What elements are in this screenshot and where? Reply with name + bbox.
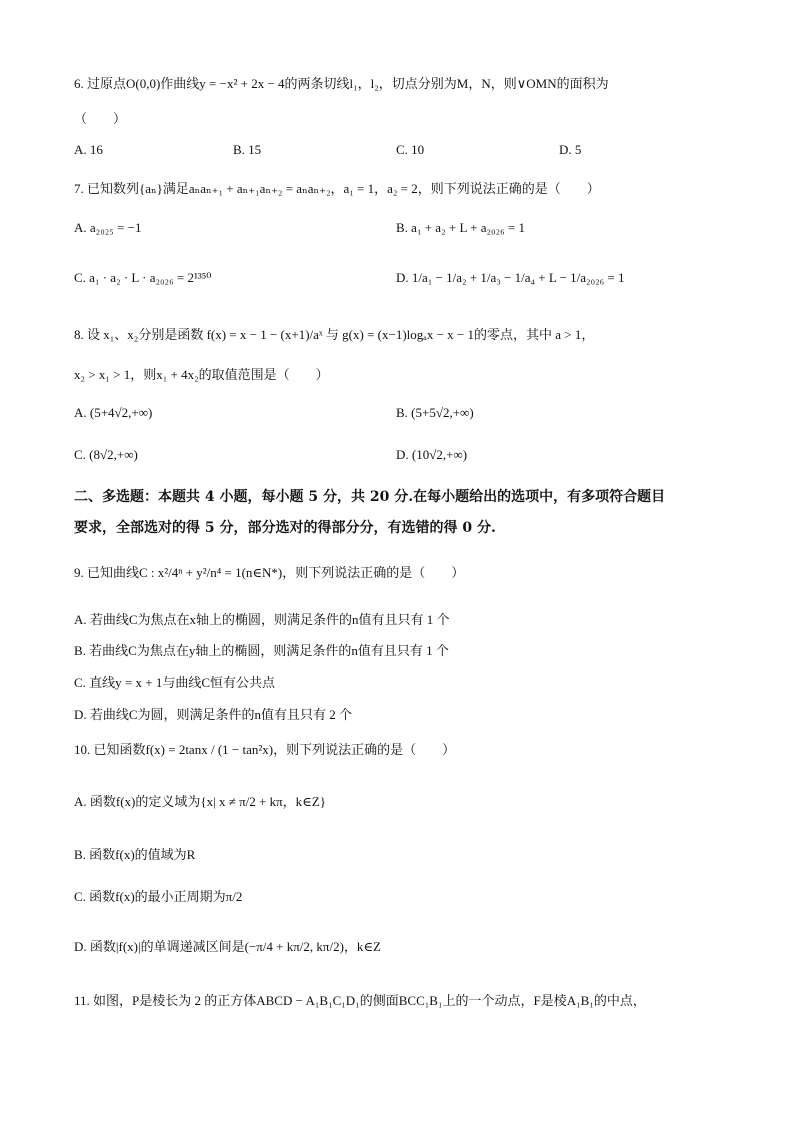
q10-option-c: C. 函数f(x)的最小正周期为π/2 <box>74 889 243 904</box>
q6-option-a: A. 16 <box>74 142 103 157</box>
q8-option-a: A. (5+4√2,+∞) <box>74 405 153 420</box>
q6-option-d: D. 5 <box>559 142 582 157</box>
q8-stem-line2: x₂ > x₁ > 1，则x₁ + 4x₂的取值范围是（ ） <box>74 367 329 382</box>
q10-option-b: B. 函数f(x)的值域为R <box>74 847 196 862</box>
q7-option-d: D. 1/a₁ − 1/a₂ + 1/a₃ − 1/a₄ + L − 1/a₂₀₂₆ = 1 <box>396 270 625 285</box>
q8-option-b: B. (5+5√2,+∞) <box>396 405 474 420</box>
q7-option-b: B. a₁ + a₂ + L + a₂₀₂₆ = 1 <box>396 220 525 235</box>
q6-stem: 6. 过原点O(0,0)作曲线y = −x² + 2x − 4的两条切线l₁，l₂，切点分别为M，N，则∨OMN的面积为 <box>74 76 609 91</box>
q6-option-b: B. 15 <box>233 142 262 157</box>
q9-option-b: B. 若曲线C为焦点在y轴上的椭圆，则满足条件的n值有且只有 1 个 <box>74 643 449 658</box>
q9-option-a: A. 若曲线C为焦点在x轴上的椭圆，则满足条件的n值有且只有 1 个 <box>74 612 450 627</box>
q11-stem: 11. 如图，P是棱长为 2 的正方体ABCD − A₁B₁C₁D₁的侧面BCC₁B₁上的一个动点，F是棱A₁B₁的中点， <box>74 993 646 1008</box>
q6-paren: （ ） <box>74 112 127 127</box>
q7-stem: 7. 已知数列{aₙ}满足aₙaₙ₊₁ + aₙ₊₁aₙ₊₂ = aₙaₙ₊₂，a₁ = 1，a₂ = 2，则下列说法正确的是（ ） <box>74 181 600 196</box>
q8-option-d: D. (10√2,+∞) <box>396 447 468 462</box>
q9-stem: 9. 已知曲线C : x²/4ⁿ + y²/n⁴ = 1(n∈N*)，则下列说法正确的是（ ） <box>74 565 465 580</box>
q10-stem: 10. 已知函数f(x) = 2tanx / (1 − tan²x)，则下列说法正确的是（ ） <box>74 742 456 757</box>
section2-heading-line1: 二、多选题：本题共 4 小题，每小题 5 分，共 20 分.在每小题给出的选项中，有多项符合题目 <box>74 489 666 505</box>
q10-option-d: D. 函数|f(x)|的单调递减区间是(−π/4 + kπ/2, kπ/2)，k∈Z <box>74 939 381 954</box>
q10-option-a: A. 函数f(x)的定义域为{x| x ≠ π/2 + kπ，k∈Z} <box>74 794 326 809</box>
q8-option-c: C. (8√2,+∞) <box>74 447 138 462</box>
section2-heading-line2: 要求，全部选对的得 5 分，部分选对的得部分分，有选错的得 0 分. <box>74 520 496 536</box>
q7-option-a: A. a₂₀₂₅ = −1 <box>74 220 142 235</box>
q9-option-d: D. 若曲线C为圆，则满足条件的n值有且只有 2 个 <box>74 707 353 722</box>
q9-option-c: C. 直线y = x + 1与曲线C恒有公共点 <box>74 675 276 690</box>
q7-option-c: C. a₁ · a₂ · L · a₂₀₂₆ = 2¹³⁵⁰ <box>74 270 212 285</box>
q8-stem-line1: 8. 设 x₁、x₂分别是函数 f(x) = x − 1 − (x+1)/aˣ 与 g(x) = (x−1)logₐx − x − 1的零点，其中 a > 1， <box>74 327 595 342</box>
q6-option-c: C. 10 <box>396 142 425 157</box>
